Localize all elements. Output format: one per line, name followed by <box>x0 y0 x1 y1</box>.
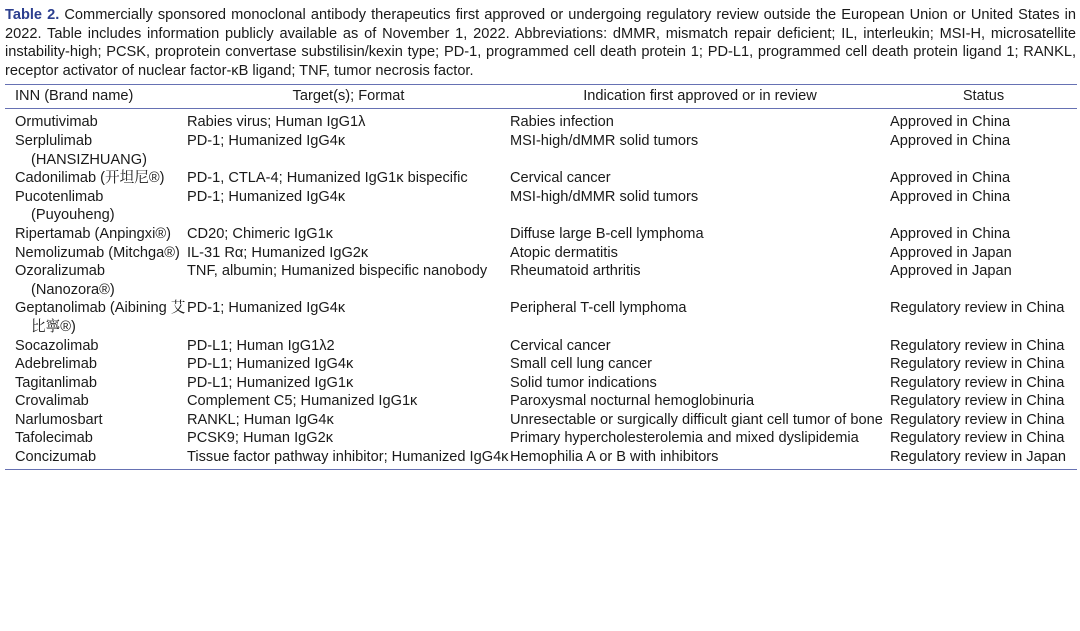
header-row <box>5 85 1077 109</box>
cell-indication-text: Rheumatoid arthritis <box>510 263 641 280</box>
cell-target <box>187 262 510 299</box>
cell-status-text: Regulatory review in China <box>890 337 1065 354</box>
cell-status-text: Approved in China <box>890 188 1011 205</box>
cell-indication <box>510 132 890 169</box>
cell-indication <box>510 355 890 374</box>
table-row <box>5 262 1077 299</box>
cell-inn <box>5 429 187 448</box>
cell-target-text: PD-1; Humanized IgG4κ <box>187 132 346 149</box>
cell-inn-text: Tafolecimab <box>15 430 93 447</box>
cell-target <box>187 188 510 225</box>
cell-status <box>890 132 1077 169</box>
cell-inn <box>5 132 187 169</box>
cell-status <box>890 225 1077 244</box>
cell-target-text: Tissue factor pathway inhibitor; Humanized IgG4κ <box>187 449 509 466</box>
header-inn: INN (Brand name) <box>5 85 187 109</box>
cell-indication <box>510 225 890 244</box>
cell-target <box>187 411 510 430</box>
cell-target-text: PD-1; Humanized IgG4κ <box>187 300 346 317</box>
cell-status-text: Regulatory review in China <box>890 356 1065 373</box>
cell-target-text: PD-L1; Humanized IgG4κ <box>187 356 354 373</box>
cell-target <box>187 109 510 132</box>
cell-target <box>187 355 510 374</box>
table-row <box>5 411 1077 430</box>
cell-inn <box>5 411 187 430</box>
cell-target <box>187 169 510 188</box>
cell-target-text: Rabies virus; Human IgG1λ <box>187 114 366 131</box>
cell-indication-text: Cervical cancer <box>510 170 611 187</box>
table-row <box>5 244 1077 263</box>
cell-target <box>187 392 510 411</box>
cell-status-text: Approved in Japan <box>890 244 1012 261</box>
cell-inn-text: Cadonilimab (开坦尼®) <box>15 170 165 187</box>
cell-target <box>187 225 510 244</box>
cell-status <box>890 299 1077 336</box>
table-row <box>5 299 1077 336</box>
cell-inn <box>5 374 187 393</box>
cell-indication-text: Hemophilia A or B with inhibitors <box>510 449 719 466</box>
header-target: Target(s); Format <box>187 85 510 109</box>
cell-indication-text: Solid tumor indications <box>510 374 657 391</box>
cell-indication <box>510 244 890 263</box>
cell-target <box>187 429 510 448</box>
cell-status <box>890 374 1077 393</box>
table-row <box>5 392 1077 411</box>
cell-inn <box>5 244 187 263</box>
cell-inn-text: Tagitanlimab <box>15 374 97 391</box>
cell-status <box>890 448 1077 469</box>
header-indication: Indication first approved or in review <box>510 85 890 109</box>
cell-target-text: PD-1, CTLA-4; Humanized IgG1κ bispecific <box>187 170 468 187</box>
cell-inn-text: Pucotenlimab (Puyouheng) <box>15 188 115 224</box>
cell-indication-text: Rabies infection <box>510 114 614 131</box>
table-row <box>5 169 1077 188</box>
table-row <box>5 355 1077 374</box>
cell-inn <box>5 262 187 299</box>
table-row <box>5 374 1077 393</box>
cell-inn-text: Ripertamab (Anpingxi®) <box>15 225 171 242</box>
cell-status <box>890 355 1077 374</box>
cell-inn-text: Geptanolimab (Aibining 艾比寧®) <box>15 300 186 335</box>
cell-inn <box>5 337 187 356</box>
cell-status <box>890 392 1077 411</box>
cell-target-text: PD-L1; Human IgG1λ2 <box>187 337 335 354</box>
cell-inn <box>5 169 187 188</box>
cell-indication <box>510 169 890 188</box>
table-caption <box>5 6 1076 80</box>
cell-indication <box>510 429 890 448</box>
cell-status-text: Regulatory review in China <box>890 300 1065 317</box>
cell-inn <box>5 299 187 336</box>
cell-status-text: Regulatory review in China <box>890 393 1065 410</box>
cell-indication-text: Paroxysmal nocturnal hemoglobinuria <box>510 393 755 410</box>
cell-inn-text: Socazolimab <box>15 337 99 354</box>
cell-target-text: PD-L1; Humanized IgG1κ <box>187 374 354 391</box>
cell-indication <box>510 299 890 336</box>
cell-indication-text: Small cell lung cancer <box>510 356 652 373</box>
cell-inn-text: Nemolizumab (Mitchga®) <box>15 244 180 261</box>
table-row <box>5 109 1077 132</box>
cell-target-text: CD20; Chimeric IgG1κ <box>187 225 333 242</box>
table-row <box>5 132 1077 169</box>
cell-status <box>890 411 1077 430</box>
cell-indication <box>510 109 890 132</box>
cell-inn-text: Adebrelimab <box>15 356 97 373</box>
cell-target-text: IL-31 Rα; Humanized IgG2κ <box>187 244 369 261</box>
cell-target-text: PCSK9; Human IgG2κ <box>187 430 334 447</box>
cell-indication <box>510 262 890 299</box>
cell-target-text: RANKL; Human IgG4κ <box>187 411 334 428</box>
cell-status-text: Approved in China <box>890 114 1011 131</box>
cell-target-text: PD-1; Humanized IgG4κ <box>187 188 346 205</box>
table-row <box>5 448 1077 469</box>
antibody-table <box>5 84 1077 469</box>
cell-status <box>890 109 1077 132</box>
cell-status-text: Approved in Japan <box>890 263 1012 280</box>
cell-inn <box>5 392 187 411</box>
cell-status <box>890 429 1077 448</box>
cell-target <box>187 448 510 469</box>
cell-indication <box>510 448 890 469</box>
cell-indication <box>510 392 890 411</box>
cell-inn-text: Ormutivimab <box>15 114 98 131</box>
cell-target <box>187 244 510 263</box>
cell-indication <box>510 374 890 393</box>
cell-indication-text: Cervical cancer <box>510 337 611 354</box>
cell-inn <box>5 355 187 374</box>
table-row <box>5 429 1077 448</box>
cell-status-text: Approved in China <box>890 225 1011 242</box>
caption-label: Table 2. <box>5 7 60 23</box>
cell-status-text: Regulatory review in China <box>890 374 1065 391</box>
cell-status <box>890 262 1077 299</box>
cell-inn <box>5 448 187 469</box>
table-row <box>5 337 1077 356</box>
cell-target-text: TNF, albumin; Humanized bispecific nanobody <box>187 263 488 280</box>
cell-status-text: Approved in China <box>890 170 1011 187</box>
cell-indication <box>510 188 890 225</box>
cell-status-text: Regulatory review in China <box>890 430 1065 447</box>
table-row <box>5 188 1077 225</box>
cell-status-text: Regulatory review in Japan <box>890 449 1067 466</box>
cell-inn-text: Ozoralizumab (Nanozora®) <box>15 263 115 298</box>
cell-inn-text: Concizumab <box>15 449 97 466</box>
cell-inn <box>5 188 187 225</box>
header-status: Status <box>890 85 1077 109</box>
cell-status-text: Approved in China <box>890 132 1011 149</box>
cell-indication-text: Unresectable or surgically difficult giant cell tumor of bone <box>510 411 883 428</box>
cell-indication <box>510 337 890 356</box>
table-row <box>5 225 1077 244</box>
cell-indication-text: Peripheral T-cell lymphoma <box>510 300 687 317</box>
cell-target <box>187 374 510 393</box>
cell-indication-text: Atopic dermatitis <box>510 244 618 261</box>
cell-indication <box>510 411 890 430</box>
cell-target <box>187 132 510 169</box>
cell-target-text: Complement C5; Humanized IgG1κ <box>187 393 418 410</box>
cell-status <box>890 244 1077 263</box>
cell-inn-text: Crovalimab <box>15 393 89 410</box>
cell-inn <box>5 225 187 244</box>
cell-inn <box>5 109 187 132</box>
cell-status <box>890 169 1077 188</box>
cell-inn-text: Serplulimab (HANSIZHUANG) <box>15 132 147 168</box>
cell-indication-text: MSI-high/dMMR solid tumors <box>510 132 699 149</box>
cell-status <box>890 337 1077 356</box>
cell-indication-text: Primary hypercholesterolemia and mixed dyslipidemia <box>510 430 859 447</box>
cell-status <box>890 188 1077 225</box>
cell-inn-text: Narlumosbart <box>15 411 103 428</box>
cell-indication-text: MSI-high/dMMR solid tumors <box>510 188 699 205</box>
cell-indication-text: Diffuse large B-cell lymphoma <box>510 225 704 242</box>
caption-text: Commercially sponsored monoclonal antibody therapeutics first approved or undergoing regulatory review outside the European Union or United States in 2022. Table includes information publicly available as of November 1, 2022. Abbreviations: dMMR, mismatch repair deficient; IL, interleukin; MSI-H, microsatellite instability-high; PCSK, proprotein convertase substilisin/kexin type; PD-1, programmed cell death protein 1; PD-L1, programmed cell death protein ligand 1; RANKL, receptor activator of nuclear factor-κB ligand; TNF, tumor necrosis factor. <box>5 7 1076 79</box>
cell-status-text: Regulatory review in China <box>890 411 1065 428</box>
table-body <box>5 109 1077 469</box>
cell-target <box>187 337 510 356</box>
cell-target <box>187 299 510 336</box>
